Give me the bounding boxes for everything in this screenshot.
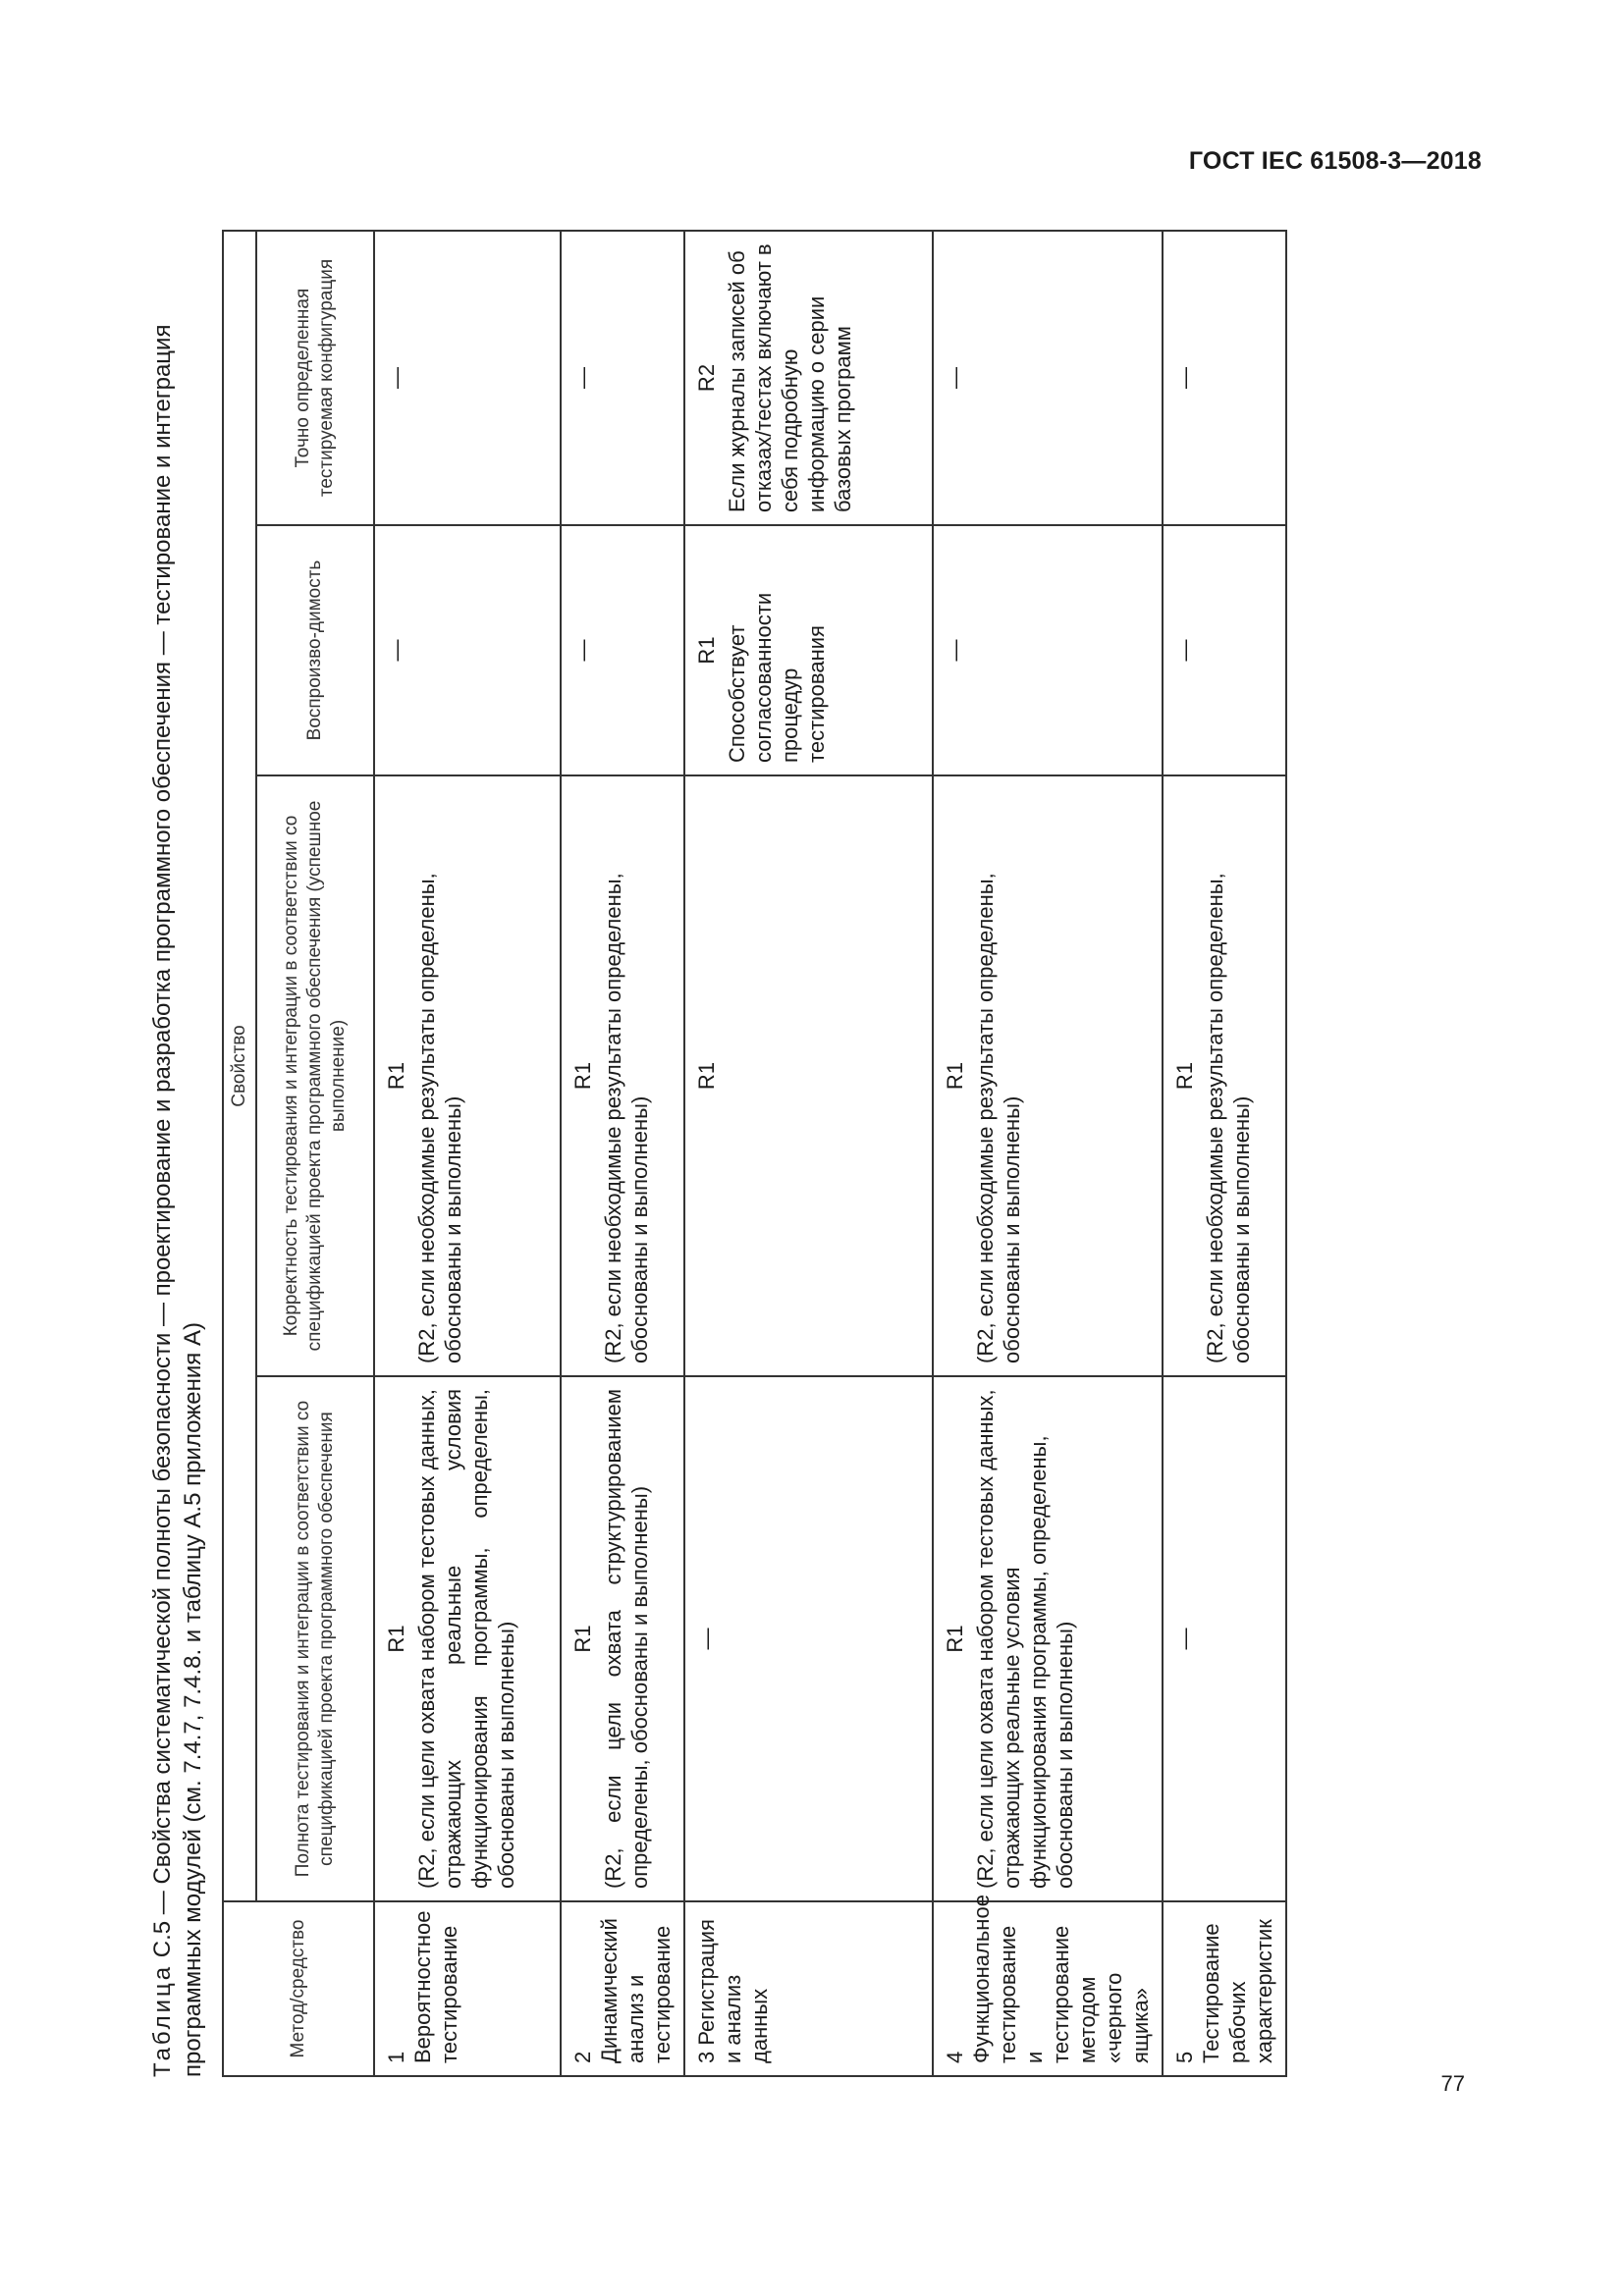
method-cell: 5 Тестирование рабочих характеристик [1163,1901,1286,2076]
method-column-header: Метод/средство [223,1901,374,2076]
standard-header: ГОСТ IEC 61508-3—2018 [1188,147,1482,175]
property-cell [684,775,933,1376]
rank-label: R2 [694,363,719,393]
rank-label: — [384,639,408,662]
table-row [1163,231,1286,2076]
property-cell [684,1376,933,1901]
method-cell: 3 Регистрация и анализ данных [684,1901,933,2076]
property-cell [561,775,684,1376]
column-header-reproducibility: Воспроизво-димость [256,525,374,775]
rank-label: — [694,1628,719,1650]
rank-label: — [1172,639,1197,662]
property-cell [933,1376,1163,1901]
rank-label: R1 [943,1061,967,1091]
property-cell [1163,525,1286,775]
caption-prefix: Таблица [149,1963,176,2077]
rank-note: (R2, если необходимые результаты определены, обоснованы и выполнены) [973,873,1024,1363]
property-cell [684,231,933,525]
rank-note: Если журналы записей об отказах/тестах включают в себя подробную информацию о серии базовых программ [725,243,855,512]
rank-note: (R2, если необходимые результаты определены, обоснованы и выполнены) [414,873,465,1363]
table-row [684,231,933,2076]
rank-label: R1 [570,1625,595,1653]
property-cell [374,231,561,525]
rank-note: (R2, если необходимые результаты определены, обоснованы и выполнены) [1203,873,1254,1363]
rank-note: (R2, если цели охвата набором тестовых данных, отражающих реальные условия функционирования программы, определены, обоснованы и выполнены) [414,1389,518,1889]
method-cell: 4 Функциональное тестирование и тестирование методом «черного ящика» [933,1901,1163,2076]
property-cell [561,525,684,775]
column-header-correctness: Корректность тестирования и интеграции в соответствии со спецификацией проекта программного обеспечения (успешное выполнение) [256,775,374,1376]
rank-label: — [570,367,595,389]
rank-label: R1 [1172,1061,1197,1091]
rank-label: R1 [384,1625,408,1653]
rank-label: R1 [943,1625,967,1653]
rank-note: (R2, если цели охвата набором тестовых данных, отражающих реальные условия функционирования программы, определены, обоснованы и выполнены) [973,1389,1077,1889]
properties-table [222,230,1287,2077]
rank-label: — [1172,367,1197,389]
rank-label: R1 [384,1061,408,1091]
rank-label: — [1172,1628,1197,1650]
property-cell [374,525,561,775]
rank-note: Способствует согласованности процедур тестирования [725,592,829,763]
column-header-completeness: Полнота тестирования и интеграции в соответствии со спецификацией проекта программного обеспечения [256,1376,374,1901]
property-group-header: Свойство [223,231,256,1901]
rank-note: (R2, если необходимые результаты определены, обоснованы и выполнены) [601,873,652,1363]
page-number: 77 [1440,2071,1465,2096]
rank-label: R1 [570,1061,595,1091]
rank-label: R1 [694,636,719,665]
rank-note: (R2, если цели охвата структурированием определены, обоснованы и выполнены) [601,1389,652,1889]
property-cell [374,775,561,1376]
table-row [933,231,1163,2076]
table-row [374,231,561,2076]
rank-label: R1 [694,1061,719,1091]
property-cell [561,231,684,525]
rank-label: — [943,639,967,662]
rank-label: — [570,639,595,662]
property-cell [933,775,1163,1376]
table-caption [147,232,208,2077]
property-cell [374,1376,561,1901]
property-cell [1163,1376,1286,1901]
rotated-table-page [147,232,1276,2077]
rank-label: — [384,367,408,389]
property-cell [684,525,933,775]
property-cell [933,231,1163,525]
method-cell: 1 Вероятностное тестирование [374,1901,561,2076]
method-cell: 2 Динамический анализ и тестирование [561,1901,684,2076]
table-row [561,231,684,2076]
caption-text: С.5 — Свойства систематической полноты безопасности — проектирование и разработка программного обеспечения — тестирование и интеграция программных модулей (см. 7.4.7, 7.4.8. и таблицу А.5 приложения А) [149,324,206,2077]
column-header-configuration: Точно определенная тестируемая конфигурация [256,231,374,525]
rank-label: — [943,367,967,389]
property-cell [933,525,1163,775]
property-cell [561,1376,684,1901]
property-cell [1163,231,1286,525]
property-cell [1163,775,1286,1376]
